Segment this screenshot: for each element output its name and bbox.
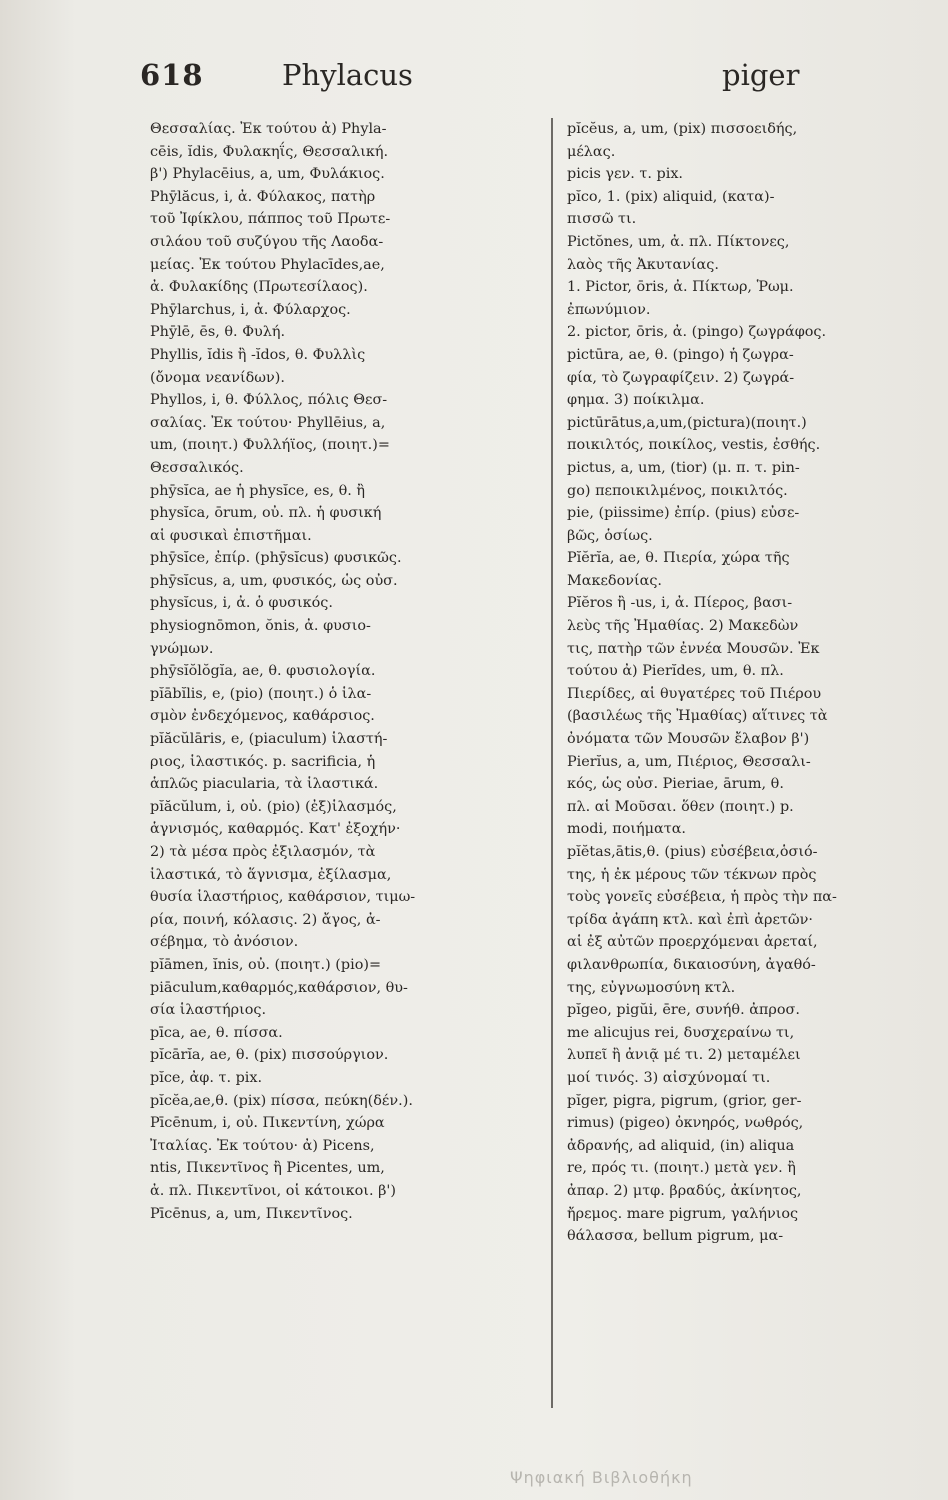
entry-line: γνώμων. [150, 640, 214, 657]
entry-line: πισσῶ τι. [567, 211, 637, 228]
entry-line: pĭāmen, ĭnis, οὐ. (ποιητ.) (pio)= [150, 956, 382, 973]
entry-line: phȳsĭce, ἐπίρ. (phȳsĭcus) φυσικῶς. [150, 550, 402, 567]
entry-line: modi, ποιήματα. [567, 821, 686, 838]
entry-line: me alicujus rei, δυσχεραίνω τι, [567, 1024, 795, 1041]
entry-line: pĭgeo, pigŭi, ēre, συνήθ. ἀπροσ. [567, 1002, 800, 1019]
entry-line: της, ἡ ἐκ μέρους τῶν τέκνων πρὸς [567, 866, 817, 883]
entry-line: σμὸν ἐνδεχόμενος, καθάρσιος. [150, 708, 375, 725]
left-guide-word: Phylacus [282, 58, 413, 92]
entry-line: ρία, ποινή, κόλασις. 2) ἄγος, ἀ- [150, 911, 381, 928]
entry-line: Phyllis, ĭdis ἢ -ĭdos, θ. Φυλλὶς [150, 346, 366, 363]
entry-line: ἀδρανής, ad aliquid, (in) aliqua [567, 1137, 795, 1154]
entry-line: pictūrātus,a,um,(pictura)(ποιητ.) [567, 414, 807, 431]
entry-line: της, εὐγνωμοσύνη κτλ. [567, 979, 736, 996]
entry-line: cēis, ĭdis, Φυλακηΐς, Θεσσαλική. [150, 143, 389, 160]
entry-line: Μακεδονίας. [567, 572, 662, 589]
entry-line: pictūra, ae, θ. (pingo) ἡ ζωγρα- [567, 346, 794, 363]
entry-line: physiognōmon, ŏnis, ἀ. φυσιο- [150, 618, 371, 635]
entry-line: phȳsĭcus, a, um, φυσικός, ὡς οὐσ. [150, 572, 398, 589]
entry-line: pĭco, 1. (pix) aliquid, (κατα)- [567, 188, 775, 205]
entry-line: Phȳlăcus, i, ἀ. Φύλακος, πατὴρ [150, 188, 376, 205]
entry-line: picis γεν. τ. pix. [567, 166, 684, 183]
entry-line: go) πεποικιλμένος, ποικιλτός. [567, 482, 788, 499]
entry-line: μείας. Ἐκ τούτου Phylacīdes,ae, [150, 256, 385, 273]
entry-line: re, πρός τι. (ποιητ.) μετὰ γεν. ἢ [567, 1160, 796, 1177]
entry-line: β') Phylacēius, a, um, Φυλάκιος. [150, 166, 385, 183]
page-number: 618 [140, 58, 204, 92]
entry-line: μέλας. [567, 143, 616, 160]
entry-line: τούτου ἀ) Pierĭdes, um, θ. πλ. [567, 663, 784, 680]
entry-line: αἱ φυσικαὶ ἐπιστῆμαι. [150, 527, 312, 544]
entry-line: Pĭĕrĭa, ae, θ. Πιερία, χώρα τῆς [567, 550, 790, 567]
entry-line: pĭăcŭlāris, e, (piaculum) ἱλαστή- [150, 731, 388, 748]
entry-line: θάλασσα, bellum pigrum, μα- [567, 1228, 784, 1245]
entry-line: (βασιλέως τῆς Ἠμαθίας) αἵτινες τὰ [567, 708, 828, 725]
entry-line: Πιερίδες, αἱ θυγατέρες τοῦ Πιέρου [567, 685, 822, 702]
entry-line: φιλανθρωπία, δικαιοσύνη, ἀγαθό- [567, 956, 816, 973]
entry-line: ριος, ἱλαστικός. p. sacrificia, ἡ [150, 753, 376, 770]
entry-line: αἱ ἐξ αὐτῶν προερχόμεναι ἀρεταί, [567, 934, 818, 951]
column-divider [551, 118, 553, 1408]
entry-line: 2. pictor, ōris, ἀ. (pingo) ζωγράφος. [567, 324, 827, 341]
entry-line: ἱλαστικά, τὸ ἅγνισμα, ἐξίλασμα, [150, 866, 392, 883]
entry-line: τις, πατὴρ τῶν ἐννέα Μουσῶν. Ἐκ [567, 640, 820, 657]
entry-line: ἁγνισμός, καθαρμός. Κατ' ἐξοχήν· [150, 821, 401, 838]
entry-line: physĭcus, i, ἀ. ὁ φυσικός. [150, 595, 333, 612]
entry-line: ἀ. πλ. Πικεντῖνοι, οἱ κάτοικοι. β') [150, 1182, 396, 1199]
entry-line: τοὺς γονεῖς εὐσέβεια, ἡ πρὸς τὴν πα- [567, 889, 837, 906]
entry-line: pĭce, ἀφ. τ. pix. [150, 1069, 263, 1086]
entry-line: pĭcārĭa, ae, θ. (pix) πισσούργιον. [150, 1047, 389, 1064]
entry-line: σέβημα, τὸ ἀνόσιον. [150, 934, 299, 951]
entry-line: ποικιλτός, ποικίλος, vestis, ἐσθής. [567, 437, 821, 454]
entry-line: πλ. αἱ Μοῦσαι. ὅθεν (ποιητ.) p. [567, 798, 794, 815]
entry-line: 1. Pictor, ōris, ἀ. Πίκτωρ, Ῥωμ. [567, 279, 794, 296]
entry-line: pĭcĕus, a, um, (pix) πισσοειδής, [567, 121, 798, 137]
entry-line: rimus) (pigeo) ὀκνηρός, νωθρός, [567, 1115, 804, 1132]
entry-line: pĭăcŭlum, i, οὐ. (pio) (ἐξ)ἱλασμός, [150, 798, 397, 815]
entry-line: pĭĕtas,ātis,θ. (pius) εὐσέβεια,ὁσιό- [567, 844, 818, 860]
entry-line: λαὸς τῆς Ἀκυτανίας. [567, 256, 719, 273]
entry-line: pĭābĭlis, e, (pio) (ποιητ.) ὁ ἱλα- [150, 685, 372, 702]
entry-line: 2) τὰ μέσα πρὸς ἐξιλασμόν, τὰ [150, 844, 376, 860]
entry-line: piāculum,καθαρμός,καθάρσιον, θυ- [150, 979, 408, 996]
entry-line: φημα. 3) ποίκιλμα. [567, 392, 705, 409]
right-column [567, 118, 915, 1248]
entry-line: Pictŏnes, um, ἀ. πλ. Πίκτονες, [567, 233, 790, 250]
right-guide-word: piger [722, 58, 800, 92]
entry-line: ὀνόματα τῶν Μουσῶν ἔλαβον β') [567, 731, 810, 748]
entry-line: τοῦ Ἰφίκλου, πάππος τοῦ Πρωτε- [150, 211, 391, 228]
entry-line: pĭcĕa,ae,θ. (pix) πίσσα, πεύκη(δέν.). [150, 1092, 413, 1109]
entry-line: Phyllos, i, θ. Φύλλος, πόλις Θεσ- [150, 392, 388, 409]
entry-line: pīca, ae, θ. πίσσα. [150, 1024, 283, 1041]
entry-line: phȳsĭca, ae ἡ physĭce, es, θ. ἢ [150, 482, 366, 499]
entry-line: σιλάου τοῦ συζύγου τῆς Λαοδα- [150, 233, 384, 250]
entry-line: ἀπαρ. 2) μτφ. βραδύς, ἀκίνητος, [567, 1182, 802, 1199]
entry-line: pĭger, pigra, pigrum, (grior, ger- [567, 1092, 802, 1109]
entry-line: ἀ. Φυλακίδης (Πρωτεσίλαος). [150, 279, 368, 296]
entry-line: ἁπλῶς piacularia, τὰ ἱλαστικά. [150, 776, 379, 793]
entry-line: um, (ποιητ.) Φυλλήϊος, (ποιητ.)= [150, 437, 390, 454]
entry-line: ἐπωνύμιον. [567, 301, 651, 318]
entry-line: σαλίας. Ἐκ τούτου· Phyllēius, a, [150, 414, 386, 431]
entry-line: physĭca, ōrum, οὐ. πλ. ἡ φυσική [150, 505, 382, 522]
entry-line: ἤρεμος. mare pigrum, γαλήνιος [567, 1205, 799, 1222]
entry-line: μοί τινός. 3) αἰσχύνομαί τι. [567, 1069, 771, 1086]
entry-line: Ἰταλίας. Ἐκ τούτου· ἀ) Picens, [150, 1137, 375, 1154]
entry-line: Pierĭus, a, um, Πιέριος, Θεσσαλι- [567, 753, 811, 770]
entry-line: λυπεῖ ἢ ἀνιᾷ μέ τι. 2) μεταμέλει [567, 1047, 801, 1064]
entry-line: Pīcēnus, a, um, Πικεντῖνος. [150, 1205, 353, 1222]
entry-line: (ὄνομα νεανίδων). [150, 369, 285, 386]
library-watermark: Ψηφιακή Βιβλιοθήκη [510, 1468, 693, 1487]
entry-line: ntis, Πικεντῖνος ἢ Picentes, um, [150, 1160, 385, 1177]
entry-line: Θεσσαλικός. [150, 459, 244, 476]
entry-line: φία, τὸ ζωγραφίζειν. 2) ζωγρά- [567, 369, 795, 386]
entry-line: τρίδα ἀγάπη κτλ. καὶ ἐπὶ ἀρετῶν· [567, 911, 813, 928]
entry-line: Pīcēnum, i, οὐ. Πικεντίνη, χώρα [150, 1115, 385, 1132]
entry-line: Pĭĕros ἢ -us, i, ἀ. Πίερος, βασι- [567, 595, 793, 612]
entry-line: Phȳlē, ēs, θ. Φυλή. [150, 324, 286, 341]
entry-line: pictus, a, um, (tior) (μ. π. τ. pin- [567, 459, 800, 476]
entry-line: Phȳlarchus, i, ἀ. Φύλαρχος. [150, 301, 351, 318]
entry-line: βῶς, ὁσίως. [567, 527, 653, 544]
left-column [150, 118, 540, 1225]
entry-line: σία ἱλαστήριος. [150, 1002, 267, 1019]
entry-line: κός, ὡς οὐσ. Pieriae, ārum, θ. [567, 776, 784, 793]
entry-line: Θεσσαλίας. Ἐκ τούτου ἀ) Phyla- [150, 121, 387, 137]
page-header [140, 58, 800, 104]
entry-line: pie, (piissime) ἐπίρ. (pius) εὐσε- [567, 505, 800, 522]
entry-line: θυσία ἱλαστήριος, καθάρσιον, τιμω- [150, 889, 416, 906]
entry-line: phȳsĭŏlŏgĭa, ae, θ. φυσιολογία. [150, 663, 376, 680]
entry-line: λεὺς τῆς Ἠμαθίας. 2) Μακεδὼν [567, 618, 799, 635]
